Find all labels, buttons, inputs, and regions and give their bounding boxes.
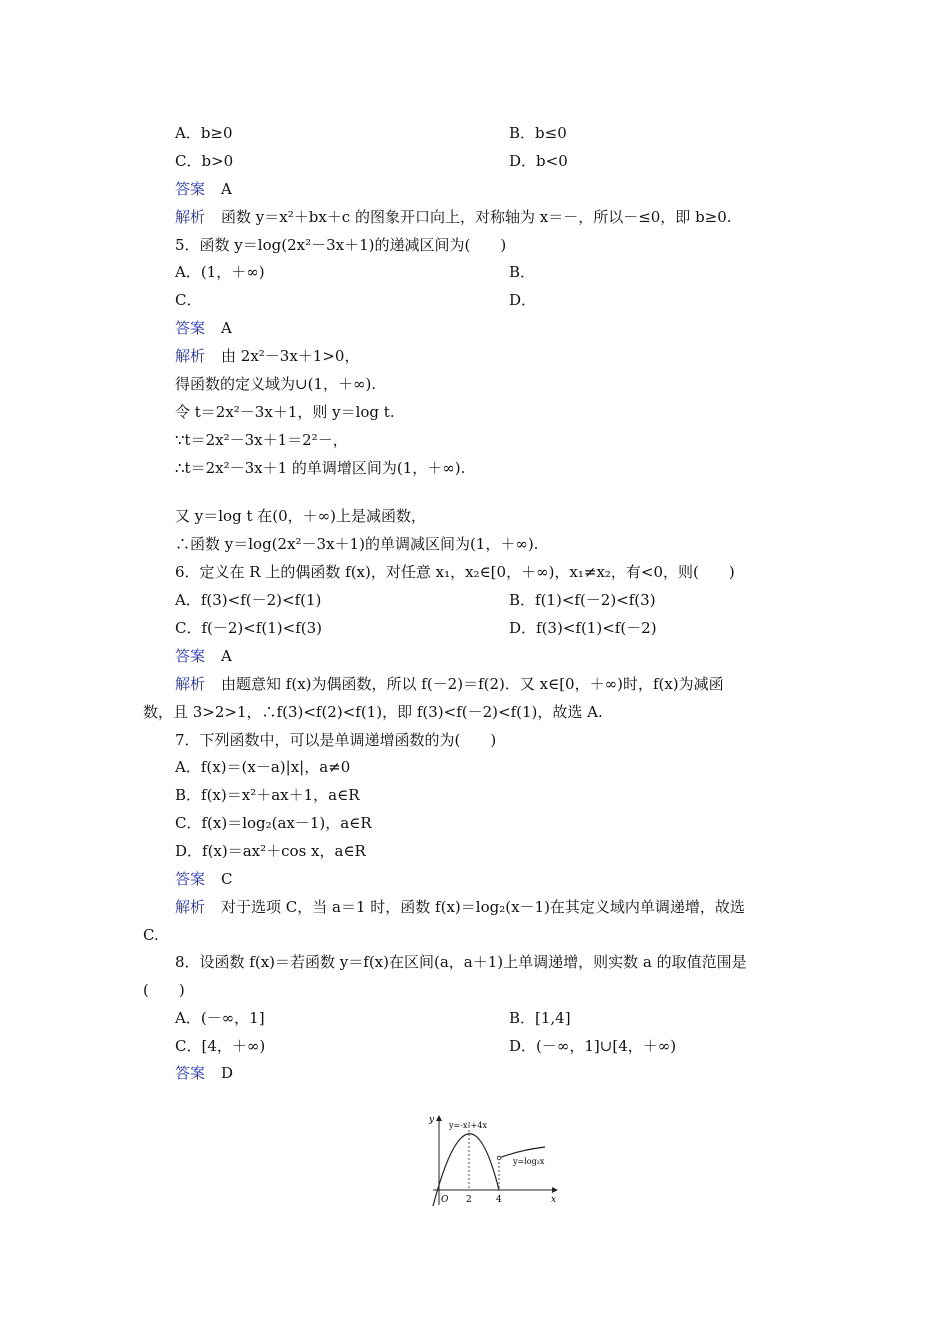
y-axis-label: y <box>429 1115 435 1125</box>
q5-option-a: A．(1，＋∞) <box>175 263 265 281</box>
q5-option-c: C． <box>175 291 202 309</box>
analysis-label: 解析 <box>175 347 206 365</box>
q8-option-b: B．[1,4] <box>509 1009 571 1027</box>
curve2-label: y=log₂x <box>513 1157 545 1166</box>
q8-stem-2: ( ) <box>143 981 185 999</box>
q6-option-a: A．f(3)<f(－2)<f(1) <box>175 591 322 609</box>
q8-option-d: D．(－∞，1]∪[4，＋∞) <box>509 1037 677 1055</box>
q7-answer-line <box>175 869 233 889</box>
q8-option-a: A．(－∞，1] <box>175 1009 265 1027</box>
q6-analysis-line <box>175 674 724 694</box>
answer-label: 答案 <box>175 870 206 888</box>
q4-analysis: 函数 y＝x²＋bx＋c 的图象开口向上，对称轴为 x＝－，所以－≤0，即 b≥0. <box>221 208 732 226</box>
q5-analysis-5: ∴t＝2x²－3x＋1 的单调增区间为(1，＋∞). <box>175 459 466 477</box>
analysis-label: 解析 <box>175 675 206 693</box>
q6-option-c: C．f(－2)<f(1)<f(3) <box>175 619 323 637</box>
q7-answer: C <box>221 870 233 888</box>
q5-analysis-line <box>175 346 359 366</box>
analysis-label: 解析 <box>175 898 206 916</box>
q8-answer: D <box>221 1064 234 1082</box>
q5-option-d: D． <box>509 291 537 309</box>
answer-label: 答案 <box>175 319 206 337</box>
origin-label: O <box>441 1195 449 1205</box>
q6-stem: 6．定义在 R 上的偶函数 f(x)，对任意 x₁，x₂∈[0，＋∞)，x₁≠x₂，有<0，则( ) <box>175 563 735 581</box>
q6-answer: A <box>221 647 232 665</box>
q8-stem-1: 8．设函数 f(x)＝若函数 y＝f(x)在区间(a，a＋1)上单调递增，则实数 a 的取值范围是 <box>175 953 747 971</box>
q4-option-c: C．b>0 <box>175 152 234 170</box>
answer-label: 答案 <box>175 1064 206 1082</box>
answer-label: 答案 <box>175 647 206 665</box>
q4-option-b: B．b≤0 <box>509 124 567 142</box>
q4-option-d: D．b<0 <box>509 152 568 170</box>
q5-option-b: B． <box>509 263 536 281</box>
q4-option-a: A．b≥0 <box>175 124 233 142</box>
q6-option-d: D．f(3)<f(1)<f(－2) <box>509 619 657 637</box>
q5-analysis-1: 由 2x²－3x＋1>0， <box>221 347 360 365</box>
q5-answer-line <box>175 318 232 338</box>
log-curve-endpoint <box>497 1156 501 1160</box>
q6-answer-line <box>175 646 232 666</box>
q7-analysis-2: C. <box>143 926 159 944</box>
q7-option-b: B．f(x)＝x²＋ax＋1，a∈R <box>175 786 360 804</box>
q6-analysis-2: 数，且 3>2>1，∴f(3)<f(2)<f(1)，即 f(3)<f(－2)<f(1)，故选 A. <box>143 703 603 721</box>
q5-analysis-2: 得函数的定义域为∪(1，＋∞). <box>175 375 377 393</box>
q8-answer-line <box>175 1063 233 1083</box>
tick-label-4: 4 <box>496 1195 502 1205</box>
q5-stem: 5．函数 y＝log(2x²－3x＋1)的递减区间为( ) <box>175 236 507 254</box>
q7-analysis-line <box>175 897 745 917</box>
analysis-label: 解析 <box>175 208 206 226</box>
q5-analysis-3: 令 t＝2x²－3x＋1，则 y＝log t. <box>175 403 395 421</box>
curve1-label: y=-x²+4x <box>449 1121 487 1130</box>
q4-answer-line <box>175 179 232 199</box>
q6-analysis-1: 由题意知 f(x)为偶函数，所以 f(－2)＝f(2)．又 x∈[0，＋∞)时，f(x)为减函 <box>221 675 724 693</box>
q5-analysis-6: 又 y＝log t 在(0，＋∞)上是减函数， <box>175 507 426 525</box>
q7-option-a: A．f(x)＝(x－a)|x|，a≠0 <box>175 758 351 776</box>
function-graph-figure <box>425 1110 570 1210</box>
q5-answer: A <box>221 319 232 337</box>
q5-analysis-7: ∴函数 y＝log(2x²－3x＋1)的单调减区间为(1，＋∞). <box>175 535 539 553</box>
q4-analysis-line <box>175 207 732 227</box>
q7-analysis-1: 对于选项 C，当 a＝1 时，函数 f(x)＝log₂(x－1)在其定义域内单调递增，故选 <box>221 898 745 916</box>
q7-option-d: D．f(x)＝ax²＋cos x，a∈R <box>175 842 366 860</box>
q5-analysis-4: ∵t＝2x²－3x＋1＝2²－， <box>175 431 348 449</box>
q7-option-c: C．f(x)＝log₂(ax－1)，a∈R <box>175 814 372 832</box>
answer-label: 答案 <box>175 180 206 198</box>
q6-option-b: B．f(1)<f(－2)<f(3) <box>509 591 656 609</box>
q7-stem: 7．下列函数中，可以是单调递增函数的为( ) <box>175 731 497 749</box>
tick-label-2: 2 <box>466 1195 472 1205</box>
q8-option-c: C．[4，＋∞) <box>175 1037 266 1055</box>
x-axis-label: x <box>551 1195 557 1205</box>
q4-answer: A <box>221 180 232 198</box>
